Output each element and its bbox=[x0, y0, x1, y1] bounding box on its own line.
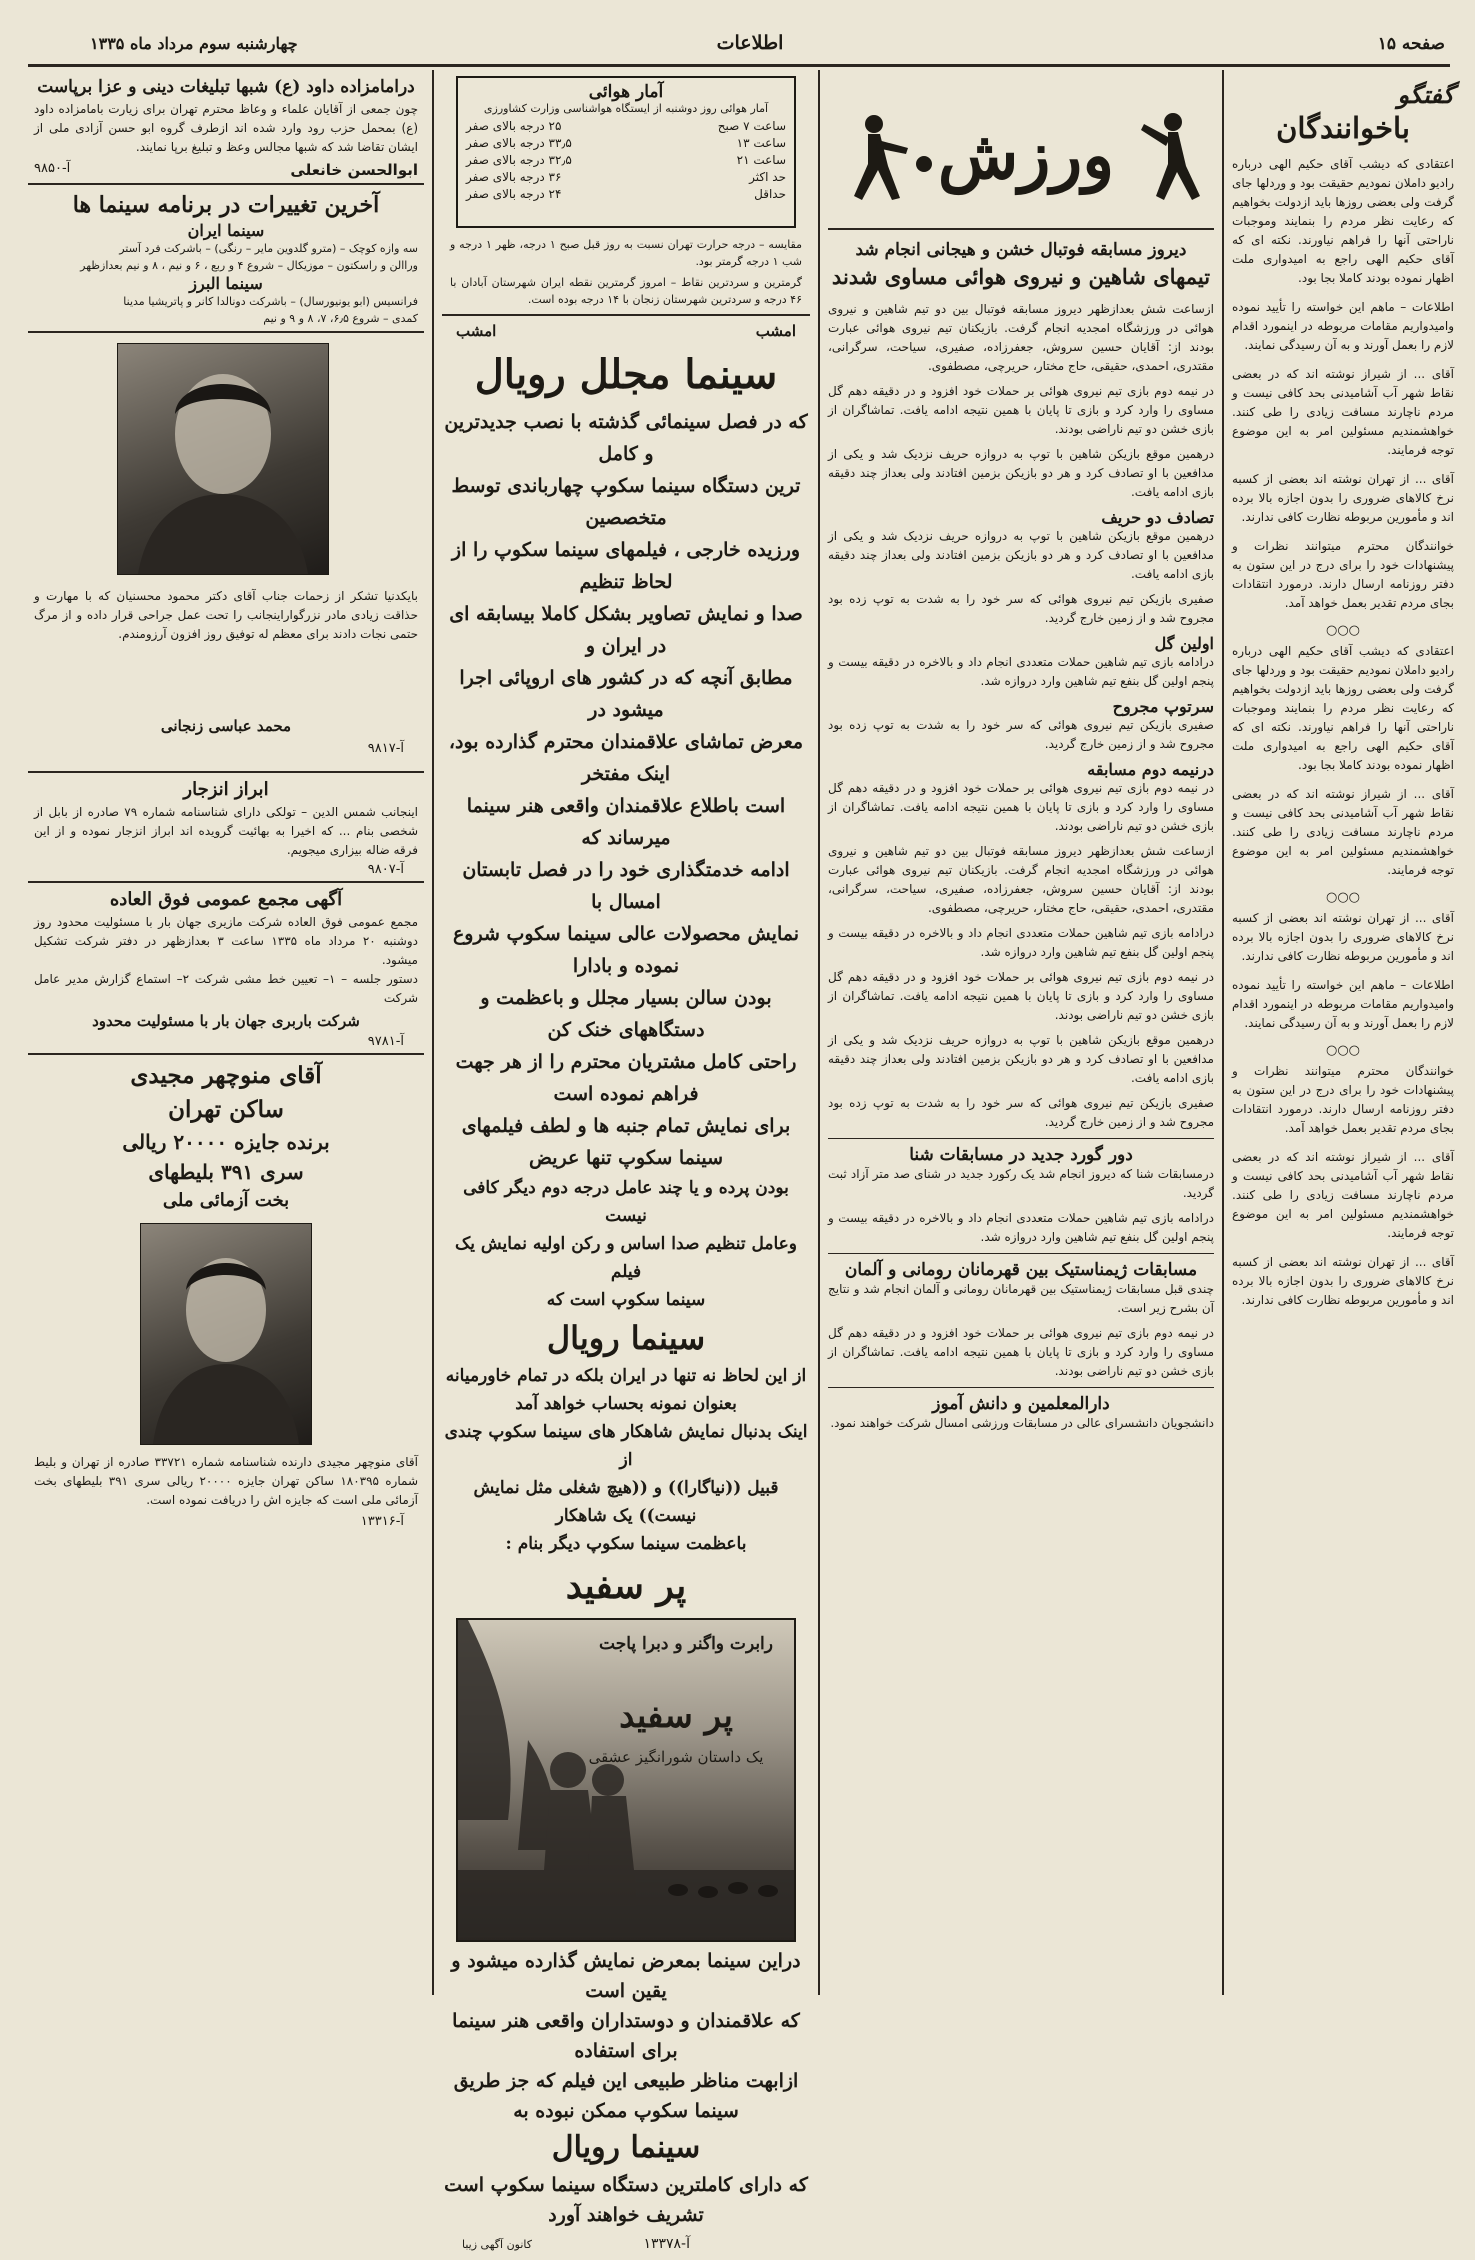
column-rule bbox=[818, 70, 820, 1995]
cinema-text: فرانسیس (ابو یونیورسال) – باشرکت دونالدا کانر و پاتریشیا مدینا bbox=[123, 295, 418, 308]
letter-paragraph: خوانندگان محترم میتوانند نظرات و پیشنهادات خود را برای درج در این ستون به دفتر روزنامه ارسال دارند. درمورد انتقادات بجای مردم تقدیر بعمل خواهد آمد. bbox=[1232, 1064, 1454, 1135]
proclaim-text: اینجانب شمس الدین – تولکی دارای شناسنامه شماره ۷۹ صادره از بابل از شخصی بنام ... که اخیرا به بهائیت گرویده اند ابراز انزجار نموده و از این فرقه ضاله بیزاری میجویم. bbox=[34, 805, 419, 857]
still-caption: رابرت واگنر و دبرا پاجت bbox=[599, 1634, 773, 1654]
ad-line: اینک بدنبال نمایش شاهکار های سینما سکوپ چندی از bbox=[444, 1422, 808, 1470]
ads-column bbox=[28, 70, 424, 1995]
ad-line: سینما سکوپ است که bbox=[546, 1290, 706, 1310]
ad-line: ورزیده خارجی ، فیلمهای سینما سکوپ را از لحاظ تنظیم bbox=[451, 539, 801, 593]
ad-line: از این لحاظ نه تنها در ایران بلکه در تمام خاورمیانه bbox=[445, 1366, 807, 1386]
ad-line: که در فصل سینمائی گذشته با نصب جدیدترین و کامل bbox=[444, 411, 808, 465]
sports-paragraph: در نیمه دوم بازی تیم نیروی هوائی بر حملات خود افزود و در دقیقه دهم گل مساوی را وارد کرد و بازی تا پایان با همین نتیجه ادامه یافت. تماشاگران از بازی خشن دو تیم ناراضی بودند. bbox=[828, 781, 1214, 833]
letter-paragraph: آقای ... از تهران نوشته اند بعضی از کسبه نرخ کالاهای ضروری را بدون اجازه بالا برده اند و مأمورین مربوطه نظارت کافی ندارند. bbox=[1232, 911, 1454, 963]
letters-logo: گفتگو bbox=[1397, 80, 1454, 109]
letter-paragraph: خوانندگان محترم میتوانند نظرات و پیشنهادات خود را برای درج در این ستون به دفتر روزنامه ارسال دارند. درمورد انتقادات بجای مردم تقدیر بعمل خواهد آمد. bbox=[1232, 539, 1454, 610]
weather-value: ۲۴ درجه بالای صفر bbox=[466, 187, 562, 201]
thanks-code: آ-۹۸۱۷ bbox=[367, 741, 404, 756]
cinema-name: سینما البرز bbox=[189, 274, 263, 293]
rule bbox=[442, 314, 810, 316]
ad-line: بودن سالن بسیار مجلل و باعظمت و دستگاههای خنک کن bbox=[480, 987, 772, 1041]
rule bbox=[28, 881, 424, 883]
thanks-text: بایکدنیا تشکر از زحمات جناب آقای دکتر محمود محسنیان که با مهارت و حذاقت زیادی مادر نزرگواراینجانب را تحت عمل جراحی قرار داده و از مرگ حتمی نجات دادند برای معظم له توفیق روز افزون آرزومندم. bbox=[34, 589, 418, 641]
lottery-code: آ-۱۳۳۱۶ bbox=[360, 1514, 404, 1529]
tonight-labels bbox=[442, 320, 810, 344]
ad-line: وعامل تنظیم صدا اساس و رکن اولیه نمایش یک فیلم bbox=[455, 1234, 797, 1282]
ad-line: مطابق آنچه که در کشور های اروپائی اجرا میشود در bbox=[459, 667, 793, 721]
sports-subhead: اولین گل bbox=[1154, 634, 1214, 653]
film-still-image bbox=[456, 1618, 796, 1942]
portrait-photo bbox=[117, 343, 329, 575]
weather-value: ۲۵ درجه بالای صفر bbox=[466, 119, 562, 133]
ad-agency: کانون آگهی زیبا bbox=[462, 2238, 532, 2251]
separator: ○○○ bbox=[1325, 623, 1361, 638]
rule bbox=[828, 228, 1214, 230]
letter-paragraph: آقای ... از تهران نوشته اند بعضی از کسبه نرخ کالاهای ضروری را بدون اجازه بالا برده اند و مأمورین مربوطه نظارت کافی ندارند. bbox=[1232, 1255, 1454, 1307]
cinema-text: سه وازه کوچک – (مترو گلدوین مایر – رنگی) – باشرکت فرد آستر bbox=[119, 242, 418, 255]
rule bbox=[828, 1253, 1214, 1254]
weather-value: ۳۶ درجه بالای صفر bbox=[466, 170, 562, 184]
sports-paragraph: درمسابقات شنا که دیروز انجام شد یک رکورد جدید در شنای صد متر آزاد ثبت گردید. bbox=[828, 1167, 1214, 1200]
weather-compare: مقایسه – درجه حرارت تهران نسبت به روز قبل صبح ۱ درجه، ظهر ۱ درجه و شب ۱ درجه گرمتر بود. bbox=[450, 238, 802, 268]
sports-paragraph: صفیری بازیکن تیم نیروی هوائی که سر خود را به شدت به توپ زده بود مجروح شد و از زمین خارج گردید. bbox=[828, 1096, 1214, 1129]
sports-headline-1: دیروز مسابقه فوتبال خشن و هیجانی انجام شد bbox=[855, 240, 1187, 260]
sports-paragraph: درادامه بازی تیم شاهین حملات متعددی انجام داد و بالاخره در دقیقه بیست و پنجم اولین گل بنفع تیم شاهین وارد دروازه شد. bbox=[828, 926, 1214, 959]
lottery-winner-photo bbox=[140, 1223, 312, 1445]
tonight-label: امشب bbox=[456, 322, 497, 340]
ad-line: نمایش محصولات عالی سینما سکوپ شروع نموده و بادارا bbox=[452, 923, 800, 977]
separator: ○○○ bbox=[1325, 890, 1361, 905]
sports-subhead: سرتوپ مجروح bbox=[1112, 697, 1214, 716]
proclaim-code: آ-۹۸۰۷ bbox=[367, 862, 404, 877]
sports-masthead-title: ورزش bbox=[937, 116, 1115, 194]
cinema-royal-name: سینما رویال bbox=[551, 2130, 701, 2165]
lottery-series: سری ۳۹۱ بلیطهای bbox=[148, 1160, 304, 1184]
cinema-text: کمدی – شروع ۶٫۵، ۷، ۸ و ۹ و نیم bbox=[263, 312, 418, 325]
assembly-code: آ-۹۷۸۱ bbox=[367, 1034, 404, 1049]
sports-subhead: درنیمه دوم مسابقه bbox=[1087, 760, 1214, 779]
sports-subhead: دارالمعلمین و دانش آموز bbox=[932, 1394, 1110, 1414]
sports-paragraph: درهمین موقع بازیکن شاهین با توپ به دروازه حریف نزدیک شد و یکی از مدافعین با او تصادف کرد و هر دو بازیکن بزمین افتادند ولی بعداز چند دقیقه بازی ادامه یافت. bbox=[828, 529, 1214, 581]
ad-line: قبیل ((نیاگارا)) و ((هیچ شغلی مثل نمایش نیست)) یک شاهکار bbox=[473, 1478, 779, 1526]
rule bbox=[28, 331, 424, 333]
still-caption: یک داستان شورانگیز عشقی bbox=[588, 1748, 764, 1766]
sports-paragraph: چندی قبل مسابقات ژیمناستیک بین قهرمانان رومانی و آلمان انجام شد و نتایج آن بشرح زیر است. bbox=[828, 1282, 1214, 1315]
column-rule bbox=[432, 70, 434, 1995]
letter-paragraph: آقای ... از شیراز نوشته اند که در بعضی نقاط شهر آب آشامیدنی بحد کافی نیست و مردم ناچارند مسافت زیادی را طی کنند. خواهشمندیم مسئولین امر به این موضوع توجه فرمایند. bbox=[1232, 367, 1454, 457]
ad-line: معرض تماشای علاقمندان محترم گذارده بود، اینک مفتخر bbox=[448, 731, 804, 785]
cinema-text: وراالن و راسکتون – موزیکال – شروع ۴ و ربع ، ۶ و نیم ، ۸ و نیم بعدازظهر bbox=[80, 259, 418, 272]
portrait-icon bbox=[118, 344, 328, 574]
ad-line: بعنوان نمونه بحساب خواهد آمد bbox=[515, 1394, 737, 1414]
ad-line: دراین سینما بمعرض نمایش گذارده میشود و یقین است bbox=[451, 1950, 801, 2002]
weather-row bbox=[466, 152, 786, 169]
weather-box bbox=[456, 76, 796, 228]
sports-paragraph: درادامه بازی تیم شاهین حملات متعددی انجام داد و بالاخره در دقیقه بیست و پنجم اولین گل بنفع تیم شاهین وارد دروازه شد. bbox=[828, 1211, 1214, 1244]
weather-time: ساعت ۱۳ bbox=[736, 136, 786, 150]
sports-paragraph: درهمین موقع بازیکن شاهین با توپ به دروازه حریف نزدیک شد و یکی از مدافعین با او تصادف کرد و هر دو بازیکن بزمین افتادند ولی بعداز چند دقیقه بازی ادامه یافت. bbox=[828, 1033, 1214, 1085]
ad-line: که علاقمندان و دوستداران واقعی هنر سینما برای استفاده bbox=[452, 2010, 800, 2062]
rule bbox=[28, 1053, 424, 1055]
header-rule bbox=[28, 64, 1450, 67]
sports-column bbox=[828, 74, 1214, 1989]
sports-paragraph: ازساعت شش بعدازظهر دیروز مسابقه فوتبال بین دو تیم شاهین و نیروی هوائی در ورزشگاه امجدیه انجام گرفت. بازیکنان تیم نیروی هوائی عبارت بودند از: آقایان حسین سروش، جعفرزاده، صفیری، سیاحت، سرگرانی، مقتدری، احمدی، حقیقی، حاج مختار، حریرچی، مصطفوی. bbox=[828, 844, 1214, 915]
lottery-org: بخت آزمائی ملی bbox=[162, 1190, 290, 1211]
rule bbox=[828, 1138, 1214, 1139]
sports-paragraph: در نیمه دوم بازی تیم نیروی هوائی بر حملات خود افزود و در دقیقه دهم گل مساوی را وارد کرد و بازی تا پایان با همین نتیجه ادامه یافت. تماشاگران از بازی خشن دو تیم ناراضی بودند. bbox=[828, 384, 1214, 436]
ad-line: ازابهت مناظر طبیعی این فیلم که جز طریق bbox=[453, 2070, 799, 2092]
letter-paragraph: اطلاعات – ماهم این خواسته را تأیید نموده وامیدواریم مقامات مربوطه در اینمورد اقدام لازم را بعمل آورند و به آن رسیدگی نمایند. bbox=[1232, 978, 1454, 1030]
letter-paragraph: اطلاعات – ماهم این خواسته را تأیید نموده وامیدواریم مقامات مربوطه در اینمورد اقدام لازم را بعمل آورند و به آن رسیدگی نمایند. bbox=[1232, 300, 1454, 352]
thanks-sign: محمد عباسی زنجانی bbox=[160, 717, 292, 735]
cinema-ad-body bbox=[442, 406, 810, 1614]
cinema-changes-title: آخرین تغییرات در برنامه سینما ها bbox=[72, 192, 380, 218]
ad-line: سینما سکوپ ممکن نبوده به bbox=[513, 2100, 739, 2122]
film-title: پر سفید bbox=[565, 1565, 687, 1607]
page-number: صفحه ۱۵ bbox=[1377, 34, 1445, 54]
religious-code: آ-۹۸۵۰ bbox=[34, 161, 71, 176]
letter-paragraph: آقای ... از تهران نوشته اند بعضی از کسبه نرخ کالاهای ضروری را بدون اجازه بالا برده اند و مأمورین مربوطه نظارت کافی ندارند. bbox=[1232, 472, 1454, 524]
weather-hottest: گرمترین و سردترین نقاط – امروز گرمترین نقطه ایران شهرستان آبادان با ۴۶ درجه و سردترین شهرستان زنجان با ۱۴ درجه بوده است. bbox=[450, 276, 802, 306]
weather-time: حداقل bbox=[754, 187, 786, 201]
weather-intro: آمار هوائی روز دوشنبه از ایستگاه هواشناسی وزارت کشاورزی bbox=[483, 102, 769, 115]
film-scene-icon bbox=[458, 1620, 794, 1936]
sports-paragraph: دانشجویان دانشسرای عالی در مسابقات ورزشی امسال شرکت خواهند نمود. bbox=[830, 1416, 1214, 1430]
lottery-text: آقای منوچهر مجیدی دارنده شناسنامه شماره ۳۳۷۲۱ صادره از تهران و بلیط شماره ۱۸۰۳۹۵ ساکن تهران جایزه ۲۰۰۰۰ ریالی سری ۳۹۱ بلیطهای بخت آزمائی ملی است که جایزه اش را دریافت نموده است. bbox=[34, 1455, 419, 1507]
weather-time: حد اکثر bbox=[749, 170, 786, 184]
sports-paragraph: در نیمه دوم بازی تیم نیروی هوائی بر حملات خود افزود و در دقیقه دهم گل مساوی را وارد کرد و بازی تا پایان با همین نتیجه ادامه یافت. تماشاگران از بازی خشن دو تیم ناراضی بودند. bbox=[828, 1326, 1214, 1378]
assembly-sign: شرکت باربری جهان بار با مسئولیت محدود bbox=[92, 1012, 360, 1030]
weather-time: ساعت ۲۱ bbox=[736, 153, 786, 167]
weather-time: ساعت ۷ صبح bbox=[717, 119, 786, 133]
newspaper-name: اطلاعات bbox=[716, 32, 784, 54]
ad-line: ترین دستگاه سینما سکوپ چهارباندی توسط متخصصین bbox=[451, 475, 801, 529]
lottery-residence: ساکن تهران bbox=[168, 1096, 284, 1123]
religious-footer bbox=[34, 161, 418, 179]
sports-subhead: تصادف دو حریف bbox=[1101, 508, 1214, 527]
rule bbox=[28, 771, 424, 773]
weather-row bbox=[466, 118, 786, 135]
ad-footer bbox=[442, 2230, 810, 2260]
sports-intro: ازساعت شش بعدازظهر دیروز مسابقه فوتبال بین دو تیم شاهین و نیروی هوائی در ورزشگاه امجدیه انجام گرفت. بازیکنان تیم نیروی هوائی عبارت بودند از: آقایان حسین سروش، جعفرزاده، صفیری، سیاحت، سرگرانی، مقتدری، احمدی، حقیقی، حاج مختار، حریرچی، مصطفوی. bbox=[828, 302, 1214, 373]
rule bbox=[828, 1387, 1214, 1388]
sports-masthead bbox=[828, 104, 1214, 222]
weather-row bbox=[466, 169, 786, 186]
letter-paragraph: اعتقادی که دیشب آقای حکیم الهی درباره رادیو داملان نمودیم حقیقت بود و وردلها جای گرفت ولی بعضی روزها باید ازدولت بخواهیم که رعایت نظر مردم را بنمایند وموجبات ناراحتی آنها را فراهم نیاورند. نکته ای که آقای حکیم الهی راجع به امیدواری ملت اظهار نموده بودند کاملا بجا بود. bbox=[1232, 644, 1454, 772]
assembly-agenda: دستور جلسه – ۱– تعیین خط مشی شرکت ۲– استماع گزارش مدیر عامل شرکت bbox=[34, 972, 418, 1005]
sports-paragraph: درادامه بازی تیم شاهین حملات متعددی انجام داد و بالاخره در دقیقه بیست و پنجم اولین گل بنفع تیم شاهین وارد دروازه شد. bbox=[828, 655, 1214, 688]
religious-title: درامامزاده داود (ع) شبها تبلیغات دینی و عزا برپاست bbox=[37, 77, 415, 97]
weather-title: آمار هوائی bbox=[588, 82, 664, 102]
sports-subhead: دور گورد جدید در مسابقات شنا bbox=[909, 1145, 1133, 1165]
ad-line: برای نمایش تمام جنبه ها و لطف فیلمهای سینما سکوپ تنها عریض bbox=[461, 1115, 791, 1169]
religious-text: چون جمعی از آقایان علماء و وعاظ محترم تهران برای زیارت بامامزاده داود (ع) بمحمل حزب رود وارد شده اند ازطرف گروه ابو حسن آزادی ملی از ایشان تقاضا شد که شبها مجالس وعظ و تبلیغ برپا نمایند. bbox=[34, 102, 418, 154]
letter-paragraph: آقای ... از شیراز نوشته اند که در بعضی نقاط شهر آب آشامیدنی بحد کافی نیست و مردم ناچارند مسافت زیادی را طی کنند. خواهشمندیم مسئولین امر به این موضوع توجه فرمایند. bbox=[1232, 787, 1454, 877]
ad-line: باعظمت سینما سکوپ دیگر بنام : bbox=[505, 1534, 747, 1554]
ad-line: تشریف خواهند آورد bbox=[548, 2204, 704, 2226]
cinema-name: سینما ایران bbox=[187, 221, 265, 240]
cinema-royal-title: سینما مجلل رویال bbox=[474, 351, 778, 398]
weather-value: ۳۳٫۵ درجه بالای صفر bbox=[466, 136, 572, 150]
sports-paragraph: در نیمه دوم بازی تیم نیروی هوائی بر حملات خود افزود و در دقیقه دهم گل مساوی را وارد کرد و بازی تا پایان با همین نتیجه ادامه یافت. تماشاگران از بازی خشن دو تیم ناراضی بودند. bbox=[828, 970, 1214, 1022]
cinema-royal-name: سینما رویال bbox=[546, 1319, 706, 1357]
ad-line: بودن پرده و یا چند عامل درجه دوم دیگر کافی نیست bbox=[463, 1178, 789, 1226]
ad-line: صدا و نمایش تصاویر بشکل کاملا بیسابقه ای در ایران و bbox=[449, 603, 803, 657]
thanks-block bbox=[28, 337, 424, 767]
sports-paragraph: درهمین موقع بازیکن شاهین با توپ به دروازه حریف نزدیک شد و یکی از مدافعین با او تصادف کرد و هر دو بازیکن بزمین افتادند ولی بعداز چند دقیقه بازی ادامه یافت. bbox=[828, 447, 1214, 499]
assembly-title: آگهی مجمع عمومی فوق العاده bbox=[109, 889, 343, 910]
column-rule bbox=[1222, 70, 1224, 1995]
cinema-column bbox=[442, 70, 810, 2252]
letter-paragraph: اعتقادی که دیشب آقای حکیم الهی درباره رادیو داملان نمودیم حقیقت بود و وردلها جای گرفت ولی بعضی روزها باید ازدولت بخواهیم که رعایت نظر مردم را بنمایند وموجبات ناراحتی آنها را فراهم نیاورند. نکته ای که آقای حکیم الهی راجع به امیدواری ملت اظهار نموده بودند کاملا بجا بود. bbox=[1232, 157, 1454, 285]
ad-line: ادامه خدمتگذاری خود را در فصل تابستان امسال با bbox=[462, 859, 790, 913]
sports-headline-2: تیمهای شاهین و نیروی هوائی مساوی شدند bbox=[831, 264, 1211, 289]
ad-line: که دارای کاملترین دستگاه سینما سکوپ است bbox=[444, 2174, 808, 2196]
ad-code: آ-۱۳۳۷۸ bbox=[643, 2236, 690, 2252]
religious-sign: ابوالحسن خانعلی bbox=[290, 161, 418, 179]
portrait-icon bbox=[141, 1224, 311, 1444]
sports-paragraph: صفیری بازیکن تیم نیروی هوائی که سر خود را به شدت به توپ زده بود مجروح شد و از زمین خارج گردید. bbox=[828, 592, 1214, 625]
assembly-text: مجمع عمومی فوق العاده شرکت مازیری جهان بار با مسئولیت محدود روز دوشنبه ۲۰ مرداد ماه ۱۳۳۵ ساعت ۳ بعدازظهر در دفتر شرکت تشکیل میشود. bbox=[34, 915, 418, 967]
letters-column bbox=[1232, 74, 1454, 1989]
lottery-name: آقای منوچهر مجیدی bbox=[130, 1062, 322, 1089]
weather-row bbox=[466, 135, 786, 152]
proclaim-title: ابراز انزجار bbox=[183, 779, 269, 800]
letters-title: باخوانندگان bbox=[1276, 111, 1410, 145]
issue-date: چهارشنبه سوم مرداد ماه ۱۳۳۵ bbox=[90, 34, 298, 53]
weather-value: ۳۲٫۵ درجه بالای صفر bbox=[466, 153, 572, 167]
still-film-title: پر سفید bbox=[619, 1696, 733, 1736]
lottery-prize: برنده جایزه ۲۰۰۰۰ ریالی bbox=[122, 1130, 330, 1154]
sports-subhead: مسابقات ژیمناستیک بین قهرمانان رومانی و آلمان bbox=[844, 1260, 1198, 1280]
letter-paragraph: آقای ... از شیراز نوشته اند که در بعضی نقاط شهر آب آشامیدنی بحد کافی نیست و مردم ناچارند مسافت زیادی را طی کنند. خواهشمندیم مسئولین امر به این موضوع توجه فرمایند. bbox=[1232, 1150, 1454, 1240]
sports-paragraph: صفیری بازیکن تیم نیروی هوائی که سر خود را به شدت به توپ زده بود مجروح شد و از زمین خارج گردید. bbox=[828, 718, 1214, 751]
separator: ○○○ bbox=[1325, 1043, 1361, 1058]
tonight-label: امشب bbox=[755, 322, 796, 340]
rule bbox=[28, 183, 424, 185]
ad-line: است باطلاع علاقمندان واقعی هنر سینما میرساند که bbox=[466, 795, 786, 849]
ad-line: راحتی کامل مشتریان محترم را از هر جهت فراهم نموده است bbox=[455, 1051, 797, 1105]
weather-row bbox=[466, 186, 786, 203]
